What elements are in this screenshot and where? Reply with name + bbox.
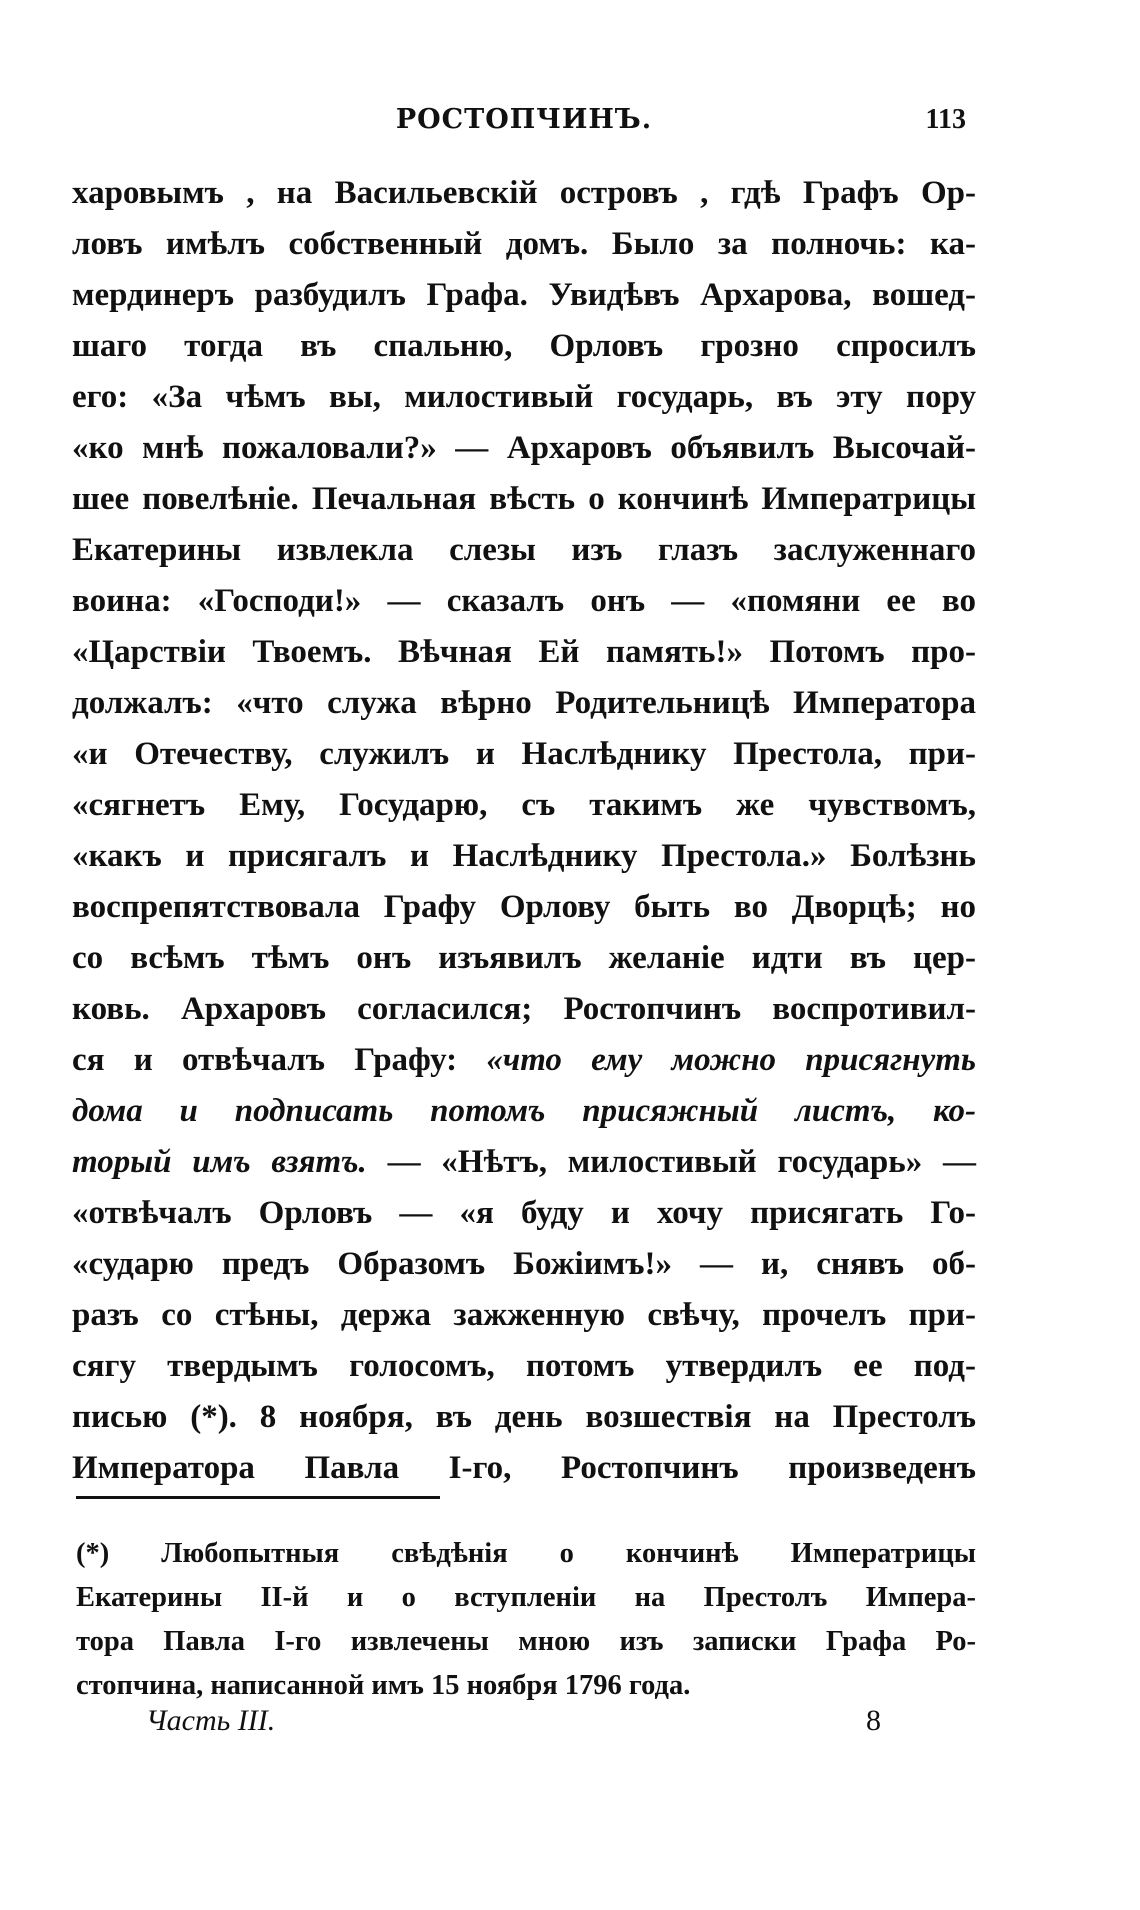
text-segment: ся и отвѣчалъ Графу: xyxy=(72,1042,458,1078)
running-title: РОСТОПЧИНЪ. xyxy=(395,104,653,135)
text-line-mixed xyxy=(72,1035,976,1086)
text-line: ковь. Архаровъ согласился; Ростопчинъ воспротивил- xyxy=(72,991,976,1027)
text-line: «и Отечеству, служилъ и Наслѣднику Престола, при- xyxy=(72,736,976,772)
signature-line xyxy=(140,1704,900,1744)
text-line: должалъ: «что служа вѣрно Родительницѣ Императора xyxy=(72,685,976,721)
text-line: Екатерины извлекла слезы изъ глазъ заслуженнаго xyxy=(72,532,976,568)
text-line: ловъ имѣлъ собственный домъ. Было за полночь: ка- xyxy=(72,226,976,262)
italic-segment: «что ему можно присягнуть xyxy=(486,1042,977,1078)
text-line: со всѣмъ тѣмъ онъ изъявилъ желаніе идти въ цер- xyxy=(72,940,976,976)
italic-segment: торый имъ взятъ. xyxy=(72,1144,367,1180)
text-line: шее повелѣніе. Печальная вѣсть о кончинѣ Императрицы xyxy=(72,481,976,517)
text-line: харовымъ , на Васильевскій островъ , гдѣ Графъ Ор- xyxy=(72,175,976,211)
volume-label: Часть III. xyxy=(146,1704,276,1737)
footnote-line: (*) Любопытныя свѣдѣнія о кончинѣ Императрицы xyxy=(76,1538,976,1569)
text-line: «ко мнѣ пожаловали?» — Архаровъ объявилъ Высочай- xyxy=(72,430,976,466)
sheet-number: 8 xyxy=(866,1704,881,1737)
text-line: мердинеръ разбудилъ Графа. Увидѣвъ Архарова, вошед- xyxy=(72,277,976,313)
text-line: сягу твердымъ голосомъ, потомъ утвердилъ ее под- xyxy=(72,1348,976,1384)
footnote-line: тора Павла І-го извлечены мною изъ записки Графа Ро- xyxy=(76,1626,976,1657)
page-number: 113 xyxy=(925,104,966,135)
text-line: Императора Павла І-го, Ростопчинъ произведенъ xyxy=(72,1450,976,1486)
text-line: разъ со стѣны, держа зажженную свѣчу, прочелъ при- xyxy=(72,1297,976,1333)
text-line: шаго тогда въ спальню, Орловъ грозно спросилъ xyxy=(72,328,976,364)
body-text xyxy=(72,168,976,1494)
footnote-line: стопчина, написанной имъ 15 ноября 1796 года. xyxy=(76,1670,691,1701)
running-head xyxy=(72,104,976,144)
text-line: «отвѣчалъ Орловъ — «я буду и хочу присягать Го- xyxy=(72,1195,976,1231)
text-line: «сягнетъ Ему, Государю, съ такимъ же чувствомъ, xyxy=(72,787,976,823)
text-line: «сударю предъ Образомъ Божіимъ!» — и, снявъ об- xyxy=(72,1246,976,1282)
text-line: воспрепятствовала Графу Орлову быть во Дворцѣ; но xyxy=(72,889,976,925)
text-line: «какъ и присягалъ и Наслѣднику Престола.» Болѣзнь xyxy=(72,838,976,874)
footnote-line: Екатерины II-й и о вступленіи на Престолъ Импера- xyxy=(76,1582,976,1613)
text-line-mixed xyxy=(72,1137,976,1188)
text-line: его: «За чѣмъ вы, милостивый государь, въ эту пору xyxy=(72,379,976,415)
text-line: писью (*). 8 ноября, въ день возшествія на Престолъ xyxy=(72,1399,976,1435)
footnote-rule xyxy=(76,1496,440,1499)
footnote xyxy=(76,1532,976,1708)
text-line: воина: «Господи!» — сказалъ онъ — «помяни ее во xyxy=(72,583,976,619)
text-segment: — «Нѣтъ, милостивый государь» — xyxy=(387,1144,976,1180)
text-line: «Царствіи Твоемъ. Вѣчная Ей память!» Потомъ про- xyxy=(72,634,976,670)
text-line-italic: дома и подписать потомъ присяжный листъ, ко- xyxy=(72,1093,976,1129)
